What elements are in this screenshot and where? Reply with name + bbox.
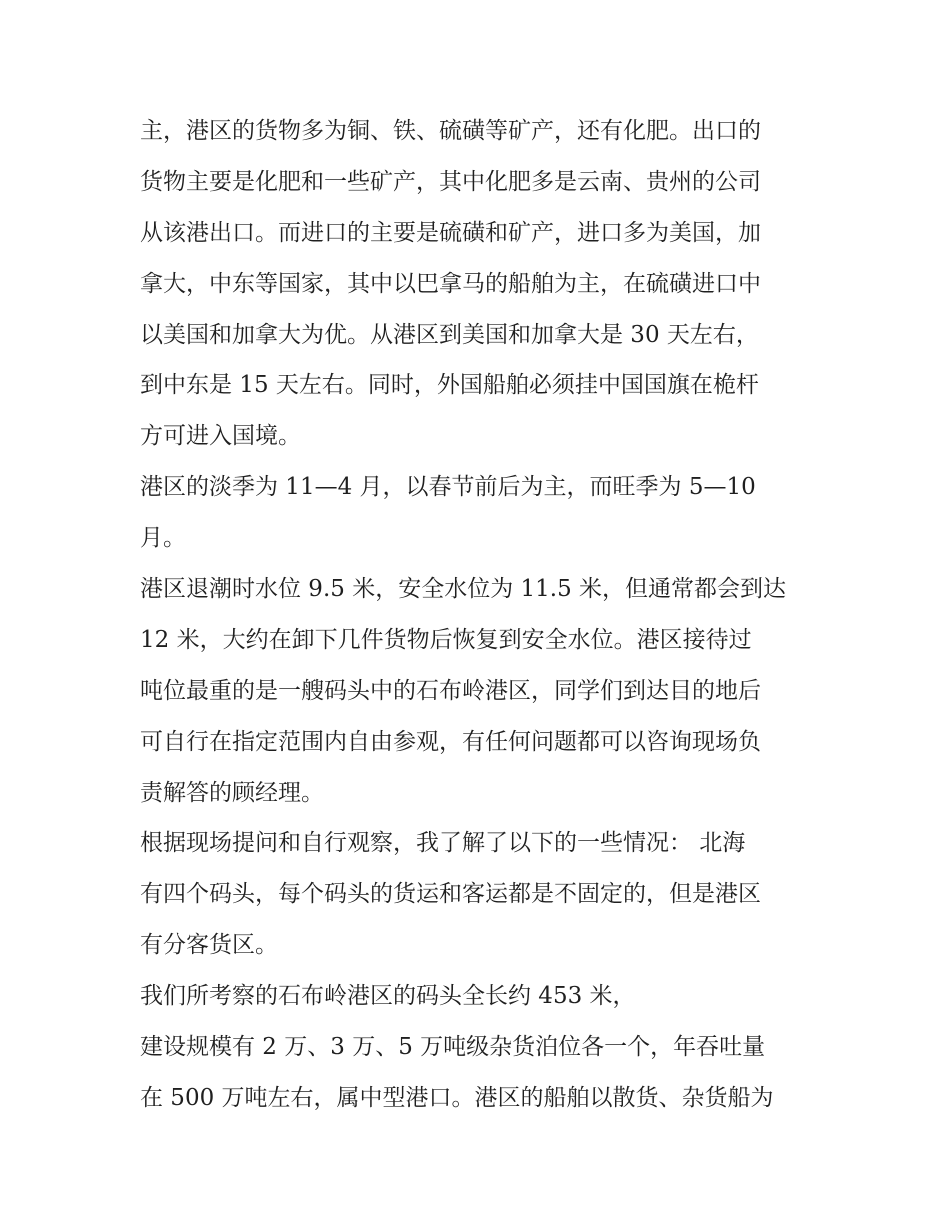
text-line: 吨位最重的是一艘码头中的石布岭港区，同学们到达目的地后 xyxy=(140,677,761,704)
text-line: 到中东是 15 天左右。同时，外国船舶必须挂中国国旗在桅杆 xyxy=(140,372,759,399)
text-line: 12 米，大约在卸下几件货物后恢复到安全水位。港区接待过 xyxy=(140,626,752,653)
document-body xyxy=(140,106,820,1124)
text-line: 港区的淡季为 11—4 月，以春节前后为主，而旺季为 5—10 xyxy=(140,474,756,501)
text-line: 拿大，中东等国家，其中以巴拿马的船舶为主，在硫磺进口中 xyxy=(140,270,761,297)
text-line: 有分客货区。 xyxy=(140,932,278,959)
text-line: 从该港出口。而进口的主要是硫磺和矿产，进口多为美国，加 xyxy=(140,219,761,246)
text-line: 有四个码头，每个码头的货运和客运都是不固定的，但是港区 xyxy=(140,881,761,908)
text-line: 可自行在指定范围内自由参观，有任何问题都可以咨询现场负 xyxy=(140,728,761,755)
text-line: 我们所考察的石布岭港区的码头全长约 453 米， xyxy=(140,983,636,1010)
text-line: 建设规模有 2 万、3 万、5 万吨级杂货泊位各一个，年吞吐量 xyxy=(140,1034,766,1061)
text-line: 根据现场提问和自行观察，我了解了以下的一些情况： 北海 xyxy=(140,830,746,857)
text-line: 主，港区的货物多为铜、铁、硫磺等矿产，还有化肥。出口的 xyxy=(140,118,761,144)
text-line: 在 500 万吨左右，属中型港口。港区的船舶以散货、杂货船为 xyxy=(140,1084,774,1111)
text-line: 港区退潮时水位 9.5 米，安全水位为 11.5 米，但通常都会到达 xyxy=(140,576,787,603)
text-line: 货物主要是化肥和一些矿产，其中化肥多是云南、贵州的公司 xyxy=(140,168,761,195)
text-line: 方可进入国境。 xyxy=(140,423,301,450)
text-line: 责解答的顾经理。 xyxy=(140,779,324,806)
text-line: 月。 xyxy=(140,525,186,552)
text-line: 以美国和加拿大为优。从港区到美国和加拿大是 30 天左右， xyxy=(140,321,759,348)
